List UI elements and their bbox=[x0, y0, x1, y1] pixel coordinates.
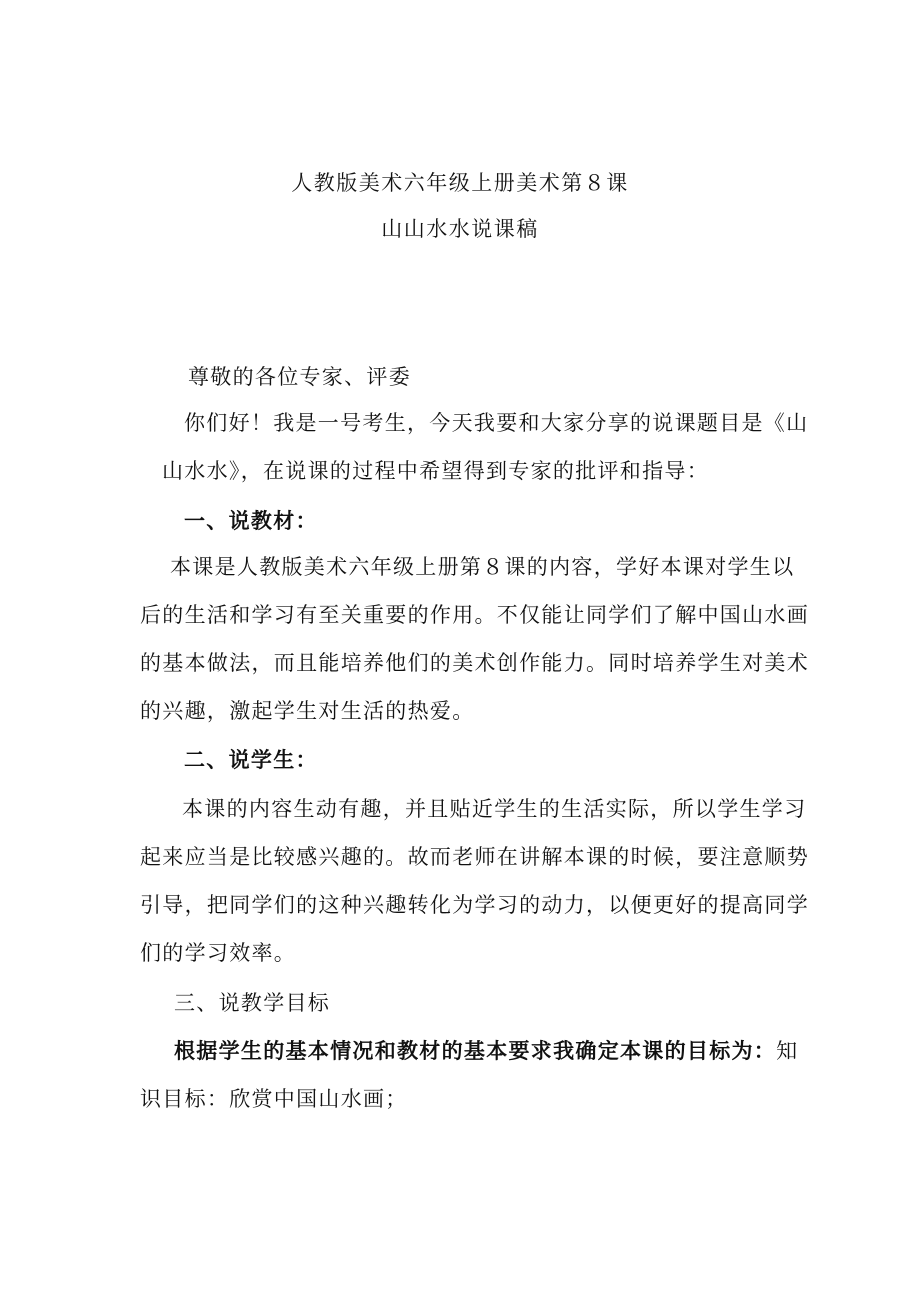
section-heading-textbook: 一、说教材： bbox=[184, 509, 318, 533]
section2-line-1: 本课的内容生动有趣，并且贴近学生的生活实际，所以学生学习 bbox=[182, 797, 807, 821]
section1-line-2: 后的生活和学习有至关重要的作用。不仅能让同学们了解中国山水画 bbox=[140, 603, 809, 627]
section3-lead-bold: 根据学生的基本情况和教材的基本要求我确定本课的目标为： bbox=[174, 1039, 777, 1063]
section1-line-4: 的兴趣，激起学生对生活的热爱。 bbox=[140, 699, 475, 723]
section2-line-4: 们的学习效率。 bbox=[140, 941, 297, 965]
section-heading-objectives: 三、说教学目标 bbox=[174, 991, 331, 1015]
section2-line-2: 起来应当是比较感兴趣的。故而老师在讲解本课的时候，要注意顺势 bbox=[140, 845, 809, 869]
greeting: 尊敬的各位专家、评委 bbox=[188, 365, 411, 389]
section1-line-3: 的基本做法，而且能培养他们的美术创作能力。同时培养学生对美术 bbox=[140, 651, 809, 675]
section3-lead-rest: 知 bbox=[776, 1039, 799, 1063]
section1-line-1: 本课是人教版美术六年级上册第８课的内容，学好本课对学生以 bbox=[170, 555, 795, 579]
document-subtitle: 山山水水说课稿 bbox=[381, 217, 539, 241]
intro-line-1: 你们好！我是一号考生，今天我要和大家分享的说课题目是《山 bbox=[184, 411, 809, 435]
section3-lead-line bbox=[174, 1036, 798, 1066]
document-title: 人教版美术六年级上册美术第８课 bbox=[291, 171, 629, 195]
section-heading-students: 二、说学生： bbox=[184, 748, 318, 772]
intro-line-2: 山水水》，在说课的过程中希望得到专家的批评和指导： bbox=[162, 459, 709, 483]
section2-line-3: 引导，把同学们的这种兴趣转化为学习的动力，以便更好的提高同学 bbox=[140, 893, 809, 917]
section3-line-2: 识目标：欣赏中国山水画； bbox=[140, 1087, 408, 1111]
